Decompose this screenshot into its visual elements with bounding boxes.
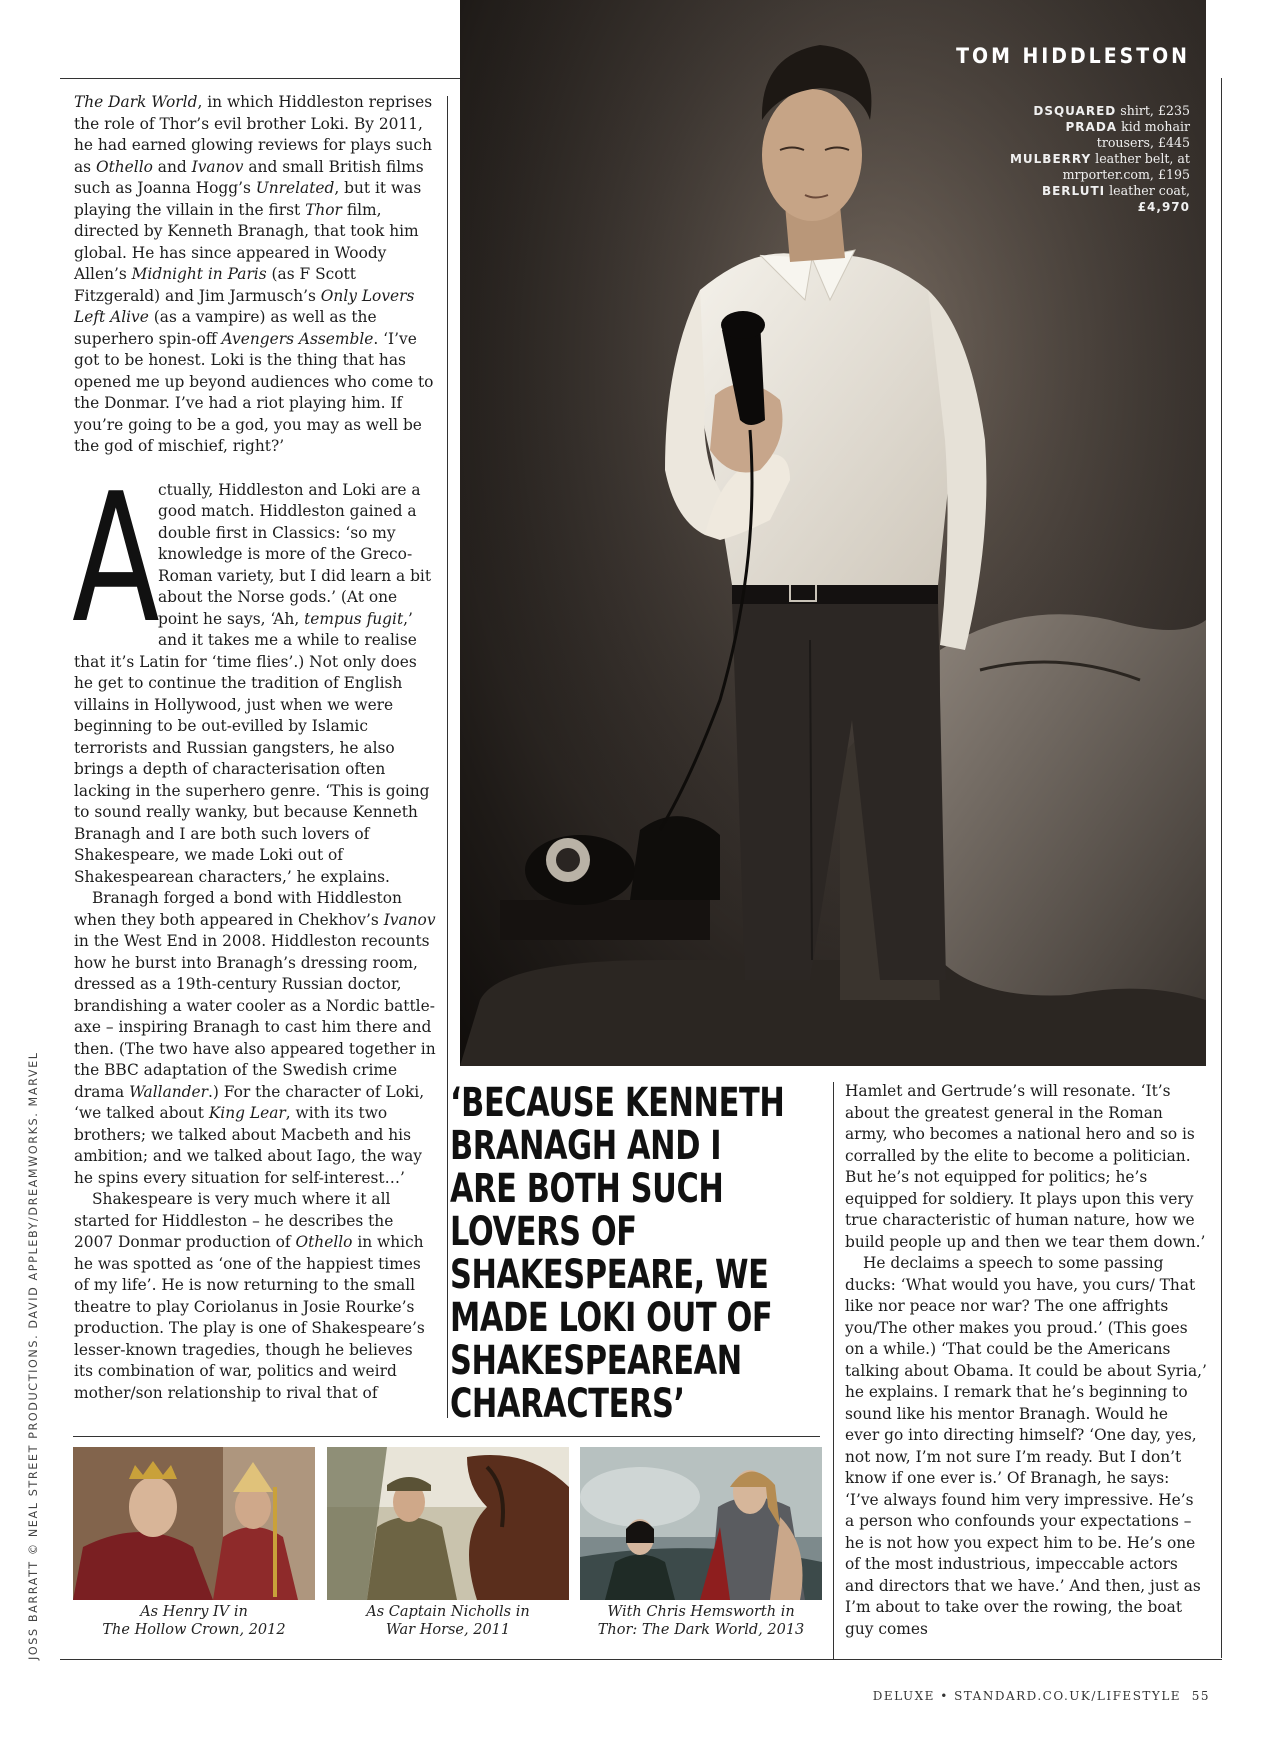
footer-publication: DELUXE • STANDARD.CO.UK/LIFESTYLE	[872, 1689, 1182, 1703]
photo-credit: JOSS BARRATT © NEAL STREET PRODUCTIONS. DAVID APPLEBY/DREAMWORKS. MARVEL	[27, 1051, 40, 1660]
caption-thor: With Chris Hemsworth in Thor: The Dark World, 2013	[597, 1604, 805, 1638]
article-column-3	[845, 1081, 1207, 1640]
right-rule	[1221, 78, 1222, 1658]
fashion-credits: DSQUARED shirt, £235 PRADA kid mohair trousers, £445 MULBERRY leather belt, at mrporter.com, £195 BERLUTI leather coat, £4,970	[1009, 103, 1190, 214]
subject-name: TOM HIDDLESTON	[956, 44, 1190, 68]
paragraph-1: The Dark World, in which Hiddleston reprises the role of Thor’s evil brother Loki. By 2011, he had earned glowing reviews for plays such as Othello and Ivanov and small British films such as Joanna Hogg’s Unrelated, but it was playing the villain in the first Thor film, directed by Kenneth Branagh, that took him global. He has since appeared in Woody Allen’s Midnight in Paris (as F Scott Fitzgerald) and Jim Jarmusch’s Only Lovers Left Alive (as a vampire) as well as the superhero spin-off Avengers Assemble. ‘I’ve got to be honest. Loki is the thing that has opened me up beyond audiences who come to the Donmar. I’ve had a riot playing him. If you’re going to be a god, you may as well be the god of mischief, right?’	[74, 93, 434, 455]
paragraph-6: He declaims a speech to some passing ducks: ‘What would you have, you curs/ That like nor peace nor war? The one affrights you/The other makes you proud.’ (This goes on a while.) ‘That could be the Americans talking about Obama. It could be about Syria,’ he explains. I remark that he’s beginning to sound like his mentor Branagh. Would he ever go into directing himself? ‘One day, yes, not now, I’m not sure I’m ready. But I don’t know if one ever is.’ Of Branagh, he says: ‘I’ve always found him very impressive. He’s a person who confounds your expectations – he is not how you expect him to be. He’s one of the most industrious, impeccable actors and directors that we have.’ And then, just as I’m about to take over the rowing, the boat guy comes	[845, 1254, 1207, 1638]
caption-war-horse: As Captain Nicholls in War Horse, 2011	[366, 1604, 530, 1638]
article-column-1	[74, 92, 436, 1404]
drop-cap: A	[72, 454, 160, 662]
column-divider-left	[447, 96, 448, 1418]
bottom-rule	[60, 1659, 1222, 1660]
page-footer	[873, 1689, 1210, 1703]
paragraph-2: A ctually, Hiddleston and Loki are a good match. Hiddleston gained a double first in Classics: ‘so my knowledge is more of the Greco-Roman variety, but I did learn a bit about the Norse gods.’ (At one point he says, ‘Ah, tempus fugit,’ and it takes me a while to realise that it’s Latin for ‘time flies’.) Not only does he get to continue the tradition of English villains in Hollywood, just when we were beginning to be out-evilled by Islamic terrorists and Russian gangsters, he also brings a depth of characterisation often lacking in the superhero genre. ‘This is going to sound really wanky, but because Kenneth Branagh and I are both such lovers of Shakespeare, we made Loki out of Shakespearean characters,’ he explains.	[72, 454, 432, 886]
pull-quote: ‘BECAUSE KENNETH BRANAGH AND I ARE BOTH SUCH LOVERS OF SHAKESPEARE, WE MADE LOKI OUT OF SHAKESPEAREAN CHARACTERS’	[450, 1080, 785, 1427]
caption-henry-iv: As Henry IV in The Hollow Crown, 2012	[102, 1604, 286, 1638]
top-rule	[60, 78, 460, 79]
hero-photo	[460, 0, 1206, 1066]
page-number: 55	[1191, 1689, 1210, 1703]
thumbs-rule	[73, 1436, 820, 1437]
paragraph-3: Branagh forged a bond with Hiddleston when they both appeared in Chekhov’s Ivanov in the West End in 2008. Hiddleston recounts how he burst into Branagh’s dressing room, dressed as a 19th-century Russian doctor, brandishing a water cooler as a Nordic battle-axe – inspiring Branagh to cast him there and then. (The two have also appeared together in the BBC adaptation of the Swedish crime drama Wallander.) For the character of Loki, ‘we talked about King Lear, with its two brothers; we talked about Macbeth and his ambition; and we talked about Iago, the way he spins every situation for self-interest…’	[74, 889, 436, 1187]
thumb-henry-iv	[73, 1447, 315, 1600]
paragraph-5: Hamlet and Gertrude’s will resonate. ‘It’s about the greatest general in the Roman army, who becomes a national hero and so is corralled by the elite to become a politician. But he’s not equipped for politics; he’s equipped for soldiery. It plays upon this very true characteristic of human nature, how we build people up and then we tear them down.’	[845, 1082, 1206, 1251]
thumb-thor-dark-world	[580, 1447, 822, 1600]
paragraph-4: Shakespeare is very much where it all started for Hiddleston – he describes the 2007 Donmar production of Othello in which he was spotted as ‘one of the happiest times of my life’. He is now returning to the small theatre to play Coriolanus in Josie Rourke’s production. The play is one of Shakespeare’s lesser-known tragedies, though he believes its combination of war, politics and weird mother/son relationship to rival that of	[74, 1190, 425, 1402]
column-divider-right	[833, 1082, 834, 1660]
thumb-war-horse	[327, 1447, 569, 1600]
